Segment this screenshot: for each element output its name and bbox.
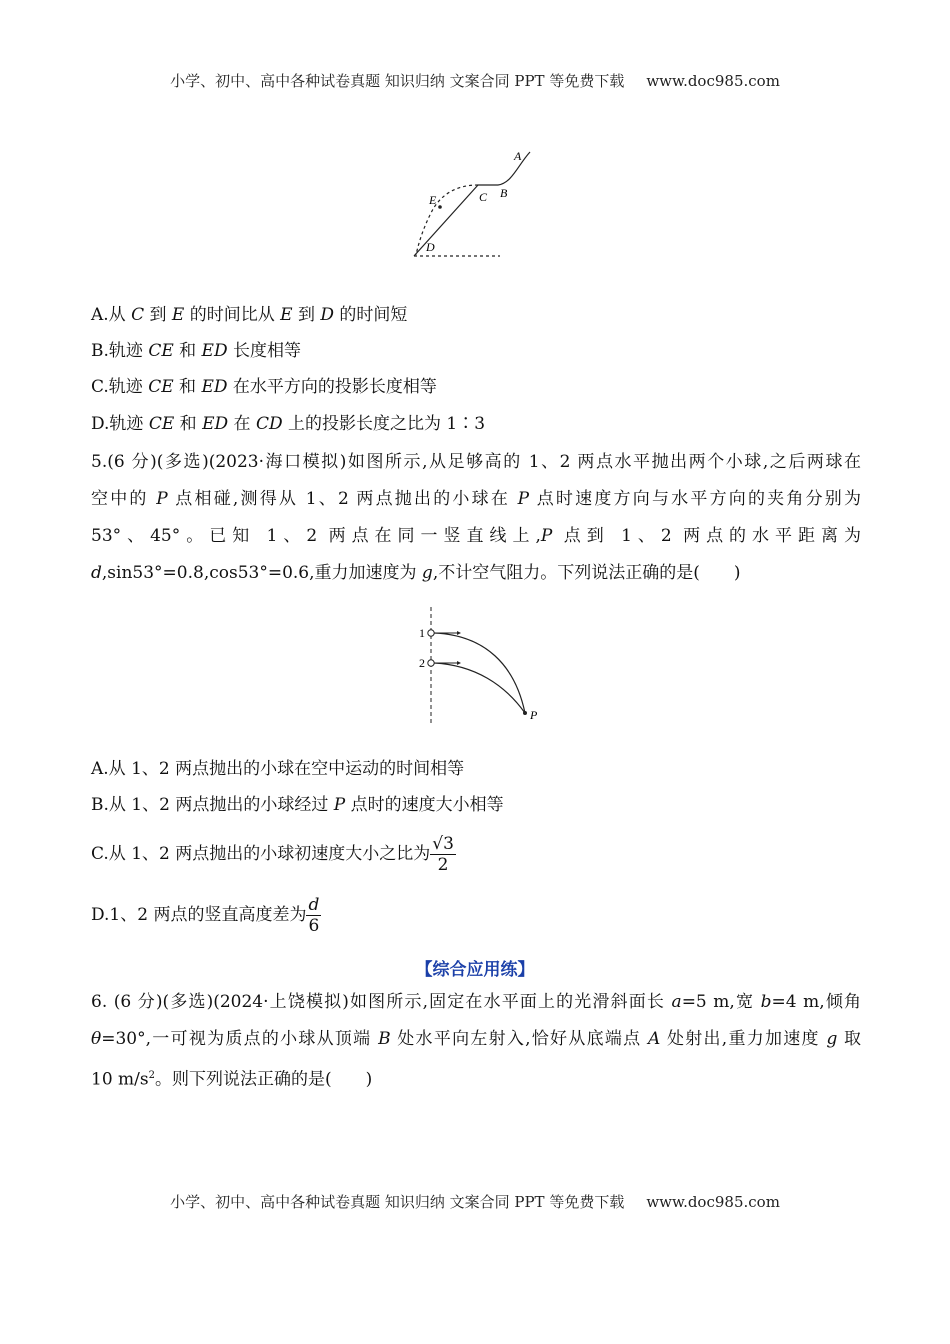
q5-option-b: B.从 1、2 两点抛出的小球经过 P 点时的速度大小相等 <box>91 795 504 815</box>
q5-line-2: 空中的 P 点相碰,测得从 1、2 两点抛出的小球在 P 点时速度方向与水平方向的夹角分别为 <box>91 489 862 509</box>
incline-cd <box>414 185 478 256</box>
footer-text: 小学、初中、高中各种试卷真题 知识归纳 文案合同 PPT 等免费下载 <box>170 1193 625 1211</box>
q4-option-d: D.轨迹 CE 和 ED 在 CD 上的投影长度之比为 1∶3 <box>91 414 486 434</box>
fraction-sqrt3-over-2: $\frac{√3}{2}$ <box>432 834 454 875</box>
q6-line-1: 6. (6 分)(多选)(2024·上饶模拟)如图所示,固定在水平面上的光滑斜面长 a=5 m,宽 b=4 m,倾角 <box>91 992 861 1012</box>
q4-option-a: A.从 C 到 E 的时间比从 E 到 D 的时间短 <box>91 305 408 325</box>
q4-option-b: B.轨迹 CE 和 ED 长度相等 <box>91 341 301 361</box>
header-url[interactable]: www.doc985.com <box>646 72 780 90</box>
trajectory-1 <box>434 633 525 713</box>
label-d: D <box>426 240 435 254</box>
point-1 <box>428 630 434 636</box>
label-2: 2 <box>419 656 425 670</box>
footer-url[interactable]: www.doc985.com <box>646 1193 780 1211</box>
q5-line-1: 5.(6 分)(多选)(2023·海口模拟)如图所示,从足够高的 1、2 两点水平抛出两个小球,之后两球在 <box>91 452 861 472</box>
trajectory-ce-dashed <box>430 185 478 215</box>
q4-option-c: C.轨迹 CE 和 ED 在水平方向的投影长度相等 <box>91 377 437 397</box>
point-e <box>438 205 442 209</box>
trajectory-2 <box>434 663 525 713</box>
page-header <box>0 70 950 91</box>
label-a: A <box>514 149 522 163</box>
q5-option-c: C.从 1、2 两点抛出的小球初速度大小之比为 $\frac{√3}{2}$ <box>91 834 454 875</box>
point-p <box>523 711 527 715</box>
section-title: 【综合应用练】 <box>415 960 535 980</box>
label-c: C <box>479 190 488 204</box>
q6-line-2: θ=30°,一可视为质点的小球从顶端 B 处水平向左射入,恰好从底端点 A 处射出,重力加速度 g 取 <box>91 1029 861 1049</box>
page-footer <box>0 1191 950 1212</box>
figure-1-trajectory <box>400 145 550 265</box>
q6-line-3: 10 $m/s^2$。则下列说法正确的是( ) <box>91 1069 373 1090</box>
header-text: 小学、初中、高中各种试卷真题 知识归纳 文案合同 PPT 等免费下载 <box>170 72 625 90</box>
label-b: B <box>500 186 508 200</box>
q5-option-a: A.从 1、2 两点抛出的小球在空中运动的时间相等 <box>91 759 465 779</box>
track-curve-ab <box>478 152 530 185</box>
point-2 <box>428 660 434 666</box>
q5-option-d: D.1、2 两点的竖直高度差为 $\frac{d}{6}$ <box>91 895 320 936</box>
q5-line-4: d,sin53°=0.8,cos53°=0.6,重力加速度为 g,不计空气阻力。下列说法正确的是( ) <box>91 563 741 583</box>
q5-line-3: 53°、45°。已知 1、2 两点在同一竖直线上,P 点到 1、2 两点的水平距离为 <box>91 526 861 546</box>
figure-2-projectiles <box>405 605 550 725</box>
label-1: 1 <box>419 626 425 640</box>
label-p: P <box>530 708 538 722</box>
label-e: E <box>429 193 437 207</box>
fraction-d-over-6: $\frac{d}{6}$ <box>308 895 320 936</box>
